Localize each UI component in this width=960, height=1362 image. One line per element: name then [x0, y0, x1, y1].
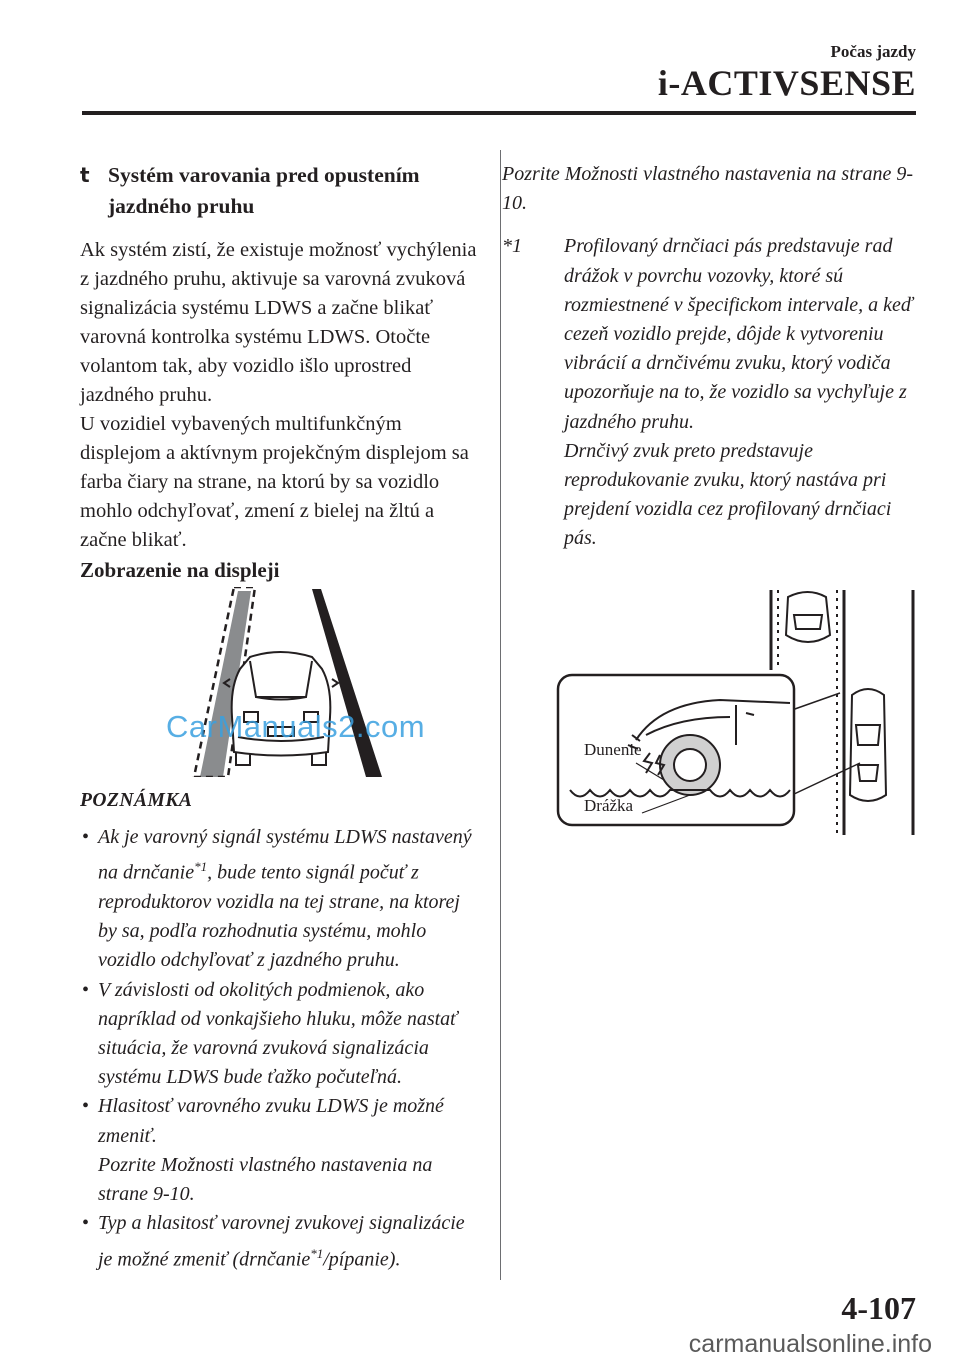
- note-text: V závislosti od okolitých podmienok, ako napríklad od vonkajšieho hluku, môže nastať situácia, že varovná zvuková signalizácia systému LDWS bude ťažko počuteľná.: [98, 978, 458, 1089]
- footnote-mark: *1: [502, 235, 522, 258]
- note-title: POZNÁMKA: [80, 790, 193, 811]
- footer-banner: [0, 1328, 960, 1362]
- note-text: Ak je varovný signál systému LDWS nastavený na drnčanie: [98, 826, 472, 884]
- footnote-body: [564, 232, 922, 553]
- label-groove: Drážka: [584, 796, 634, 815]
- note-item: [80, 823, 480, 976]
- bullet: •: [82, 978, 90, 1001]
- note-item: [80, 1092, 480, 1209]
- car-top-view-icon: [786, 592, 830, 642]
- footnote-paragraph: Drnčivý zvuk preto predstavuje reprodukovanie zvuku, ktorý nastáva pri prejdení vozidla cez profilovaný drnčiaci pás.: [564, 439, 892, 550]
- customization-reference: Pozrite Možnosti vlastného nastavenia na strane 9-10.: [502, 163, 914, 215]
- note-text: /pípanie).: [323, 1248, 401, 1271]
- note-text: , bude tento signál počuť z reproduktorov vozidla na tej strane, na ktorej by sa, podľa rozhodnutia systému, mohlo vozidlo odchyľovať z jazdného pruhu.: [98, 861, 460, 972]
- note-item: [80, 976, 480, 1093]
- right-column: [502, 160, 922, 554]
- section-heading: [80, 160, 480, 222]
- note-list: [80, 823, 480, 1274]
- footnote: [502, 232, 922, 553]
- label-noise: Dunenie: [584, 740, 642, 759]
- display-heading: Zobrazenie na displeji: [80, 558, 280, 582]
- heading-marker: t: [80, 163, 90, 187]
- bullet: •: [82, 1212, 90, 1235]
- paragraph-warning: Ak systém zistí, že existuje možnosť vychýlenia z jazdného pruhu, aktivuje sa varovná zvuková signalizácia systému LDWS a začne blikať varovná kontrolka systému LDWS. Otočte volantom tak, aby vozidlo išlo uprostred jazdného pruhu.: [80, 239, 477, 406]
- callout-line: [792, 693, 840, 710]
- rumble-strip-figure: [540, 585, 930, 840]
- heading-text: Systém varovania pred opustením jazdného pruhu: [108, 163, 420, 218]
- paragraph-display: U vozidiel vybavených multifunkčným displejom a aktívnym projekčným displejom sa farba čiary na strane, na ktorú by sa vozidlo mohlo odchyľovať, zmení z bielej na žltú a začne blikať.: [80, 413, 469, 551]
- footnote-paragraph: Profilovaný drnčiaci pás predstavuje rad drážok v povrchu vozovky, ktoré sú rozmiestnené v špecifickom intervale, a keď cezeň vozidlo prejde, dôjde k vytvoreniu vibrácií a drnčivému zvuku, ktorý vodiča upozorňuje na to, že vozidlo sa vychyľuje z jazdného pruhu.: [564, 235, 914, 433]
- note-text: Typ a hlasitosť varovnej zvukovej signalizácie je možné zmeniť (drnčanie: [98, 1212, 465, 1271]
- header-rule: [82, 111, 916, 115]
- column-divider: [500, 150, 501, 1280]
- note-text: Hlasitosť varovného zvuku LDWS je možné zmeniť.: [98, 1095, 444, 1147]
- lane-display-illustration: [80, 587, 480, 777]
- note-item: [80, 1209, 480, 1274]
- bullet: •: [82, 826, 90, 848]
- bullet: •: [82, 1095, 90, 1118]
- footer-site-link[interactable]: carmanualsonline.info: [688, 1330, 932, 1358]
- section-title: Počas jazdy: [830, 42, 916, 61]
- display-figure: [80, 587, 480, 777]
- chapter-title: i-ACTIVSENSE: [657, 63, 916, 103]
- footnote-ref: *1: [310, 1245, 324, 1261]
- footnote-ref: *1: [194, 859, 208, 875]
- left-column: [80, 160, 480, 1274]
- car-on-strip-icon: [850, 689, 886, 801]
- note-reference: Pozrite Možnosti vlastného nastavenia na strane 9-10.: [98, 1153, 433, 1206]
- body-text: [80, 236, 480, 555]
- tire-icon: [660, 735, 720, 795]
- page-number: 4-107: [841, 1290, 916, 1326]
- watermark: CarManuals2.com: [166, 709, 426, 744]
- rumble-strip-illustration: [540, 585, 930, 840]
